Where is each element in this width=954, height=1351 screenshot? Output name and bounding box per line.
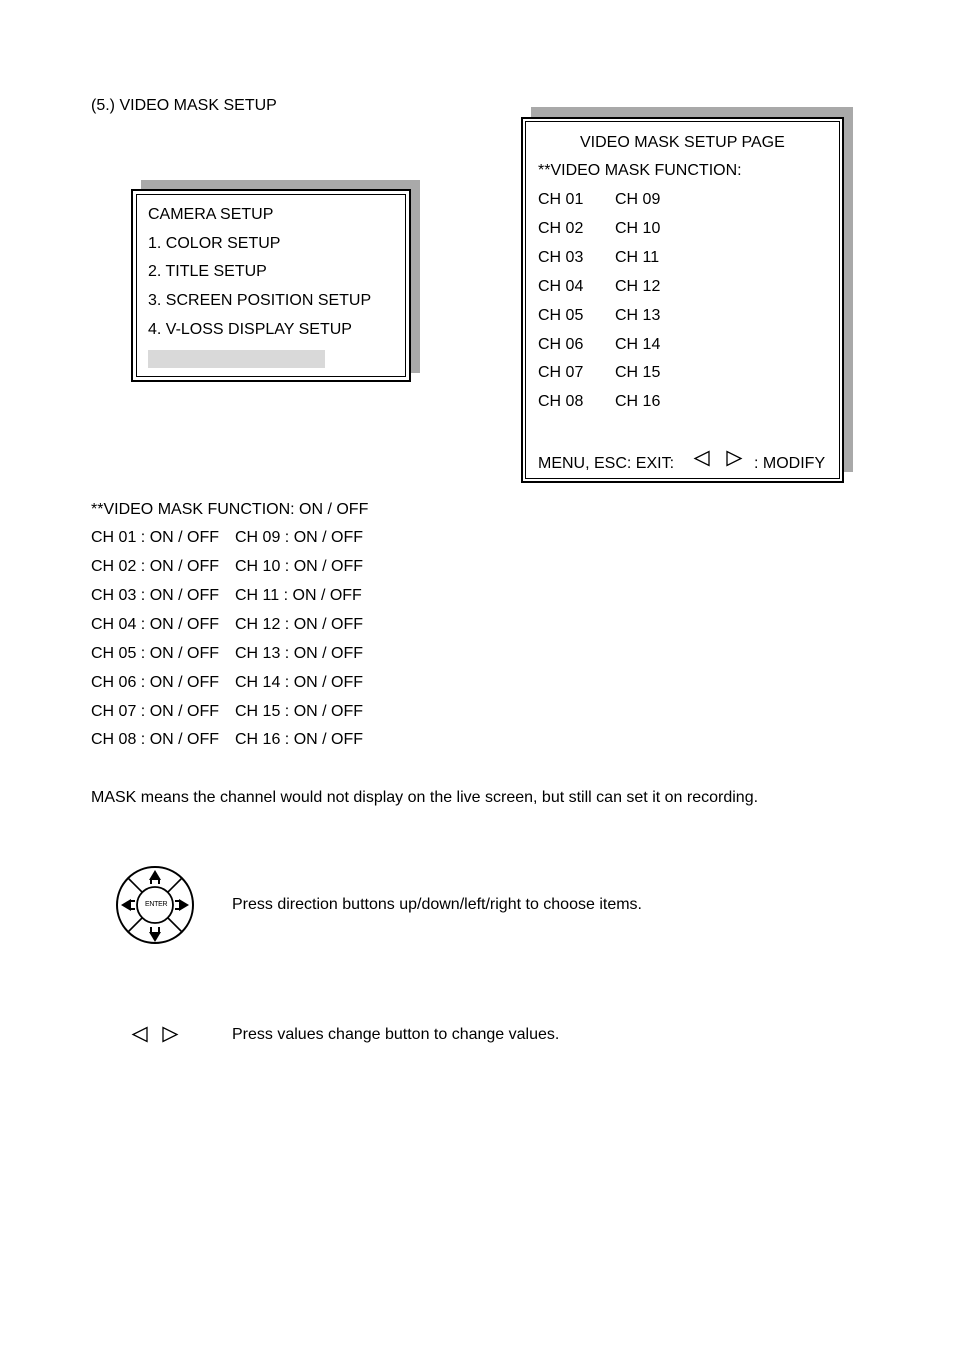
option-line: CH 10 : ON / OFF	[235, 558, 364, 575]
channel-item[interactable]: CH 10	[615, 220, 661, 237]
channel-item[interactable]: CH 15	[615, 364, 661, 381]
channel-item[interactable]: CH 06	[538, 336, 584, 353]
option-line: CH 09 : ON / OFF	[235, 529, 364, 546]
mask-function-label: **VIDEO MASK FUNCTION:	[538, 162, 742, 179]
mask-function-options: **VIDEO MASK FUNCTION: ON / OFF	[91, 501, 369, 518]
channel-item[interactable]: CH 05	[538, 307, 584, 324]
section-title: (5.) VIDEO MASK SETUP	[91, 97, 277, 114]
menu-item-title-setup[interactable]: 2. TITLE SETUP	[148, 263, 267, 280]
option-line: CH 04 : ON / OFF	[91, 616, 220, 633]
option-line: CH 03 : ON / OFF	[91, 587, 220, 604]
channel-item[interactable]: CH 16	[615, 393, 661, 410]
enter-label: ENTER	[145, 901, 168, 908]
option-line: CH 02 : ON / OFF	[91, 558, 220, 575]
right-triangle-icon	[161, 1026, 179, 1043]
right-triangle-icon	[725, 450, 743, 467]
option-line: CH 08 : ON / OFF	[91, 731, 220, 748]
camera-menu-title: CAMERA SETUP	[148, 206, 274, 223]
channel-item[interactable]: CH 03	[538, 249, 584, 266]
option-line: CH 06 : ON / OFF	[91, 674, 220, 691]
footer-modify-label: : MODIFY	[754, 455, 826, 472]
option-line: CH 11 : ON / OFF	[235, 587, 362, 604]
channel-item[interactable]: CH 07	[538, 364, 584, 381]
option-line: CH 12 : ON / OFF	[235, 616, 364, 633]
menu-item-color-setup[interactable]: 1. COLOR SETUP	[148, 235, 281, 252]
channel-item[interactable]: CH 13	[615, 307, 661, 324]
mask-note: MASK means the channel would not display on the live screen, but still can set it on recording.	[91, 789, 759, 806]
channel-item[interactable]: CH 12	[615, 278, 661, 295]
option-line: CH 14 : ON / OFF	[235, 674, 364, 691]
channel-item[interactable]: CH 01	[538, 191, 584, 208]
left-triangle-icon	[131, 1026, 149, 1043]
option-line: CH 16 : ON / OFF	[235, 731, 364, 748]
option-line: CH 01 : ON / OFF	[91, 529, 220, 546]
value-change-description: Press values change button to change values.	[232, 1026, 560, 1043]
mask-page-title: VIDEO MASK SETUP PAGE	[580, 134, 785, 151]
channel-item[interactable]: CH 11	[615, 249, 660, 266]
menu-item-highlight-bar[interactable]	[148, 350, 325, 368]
menu-item-screen-position-setup[interactable]: 3. SCREEN POSITION SETUP	[148, 292, 372, 309]
left-triangle-icon	[693, 450, 711, 467]
option-line: CH 15 : ON / OFF	[235, 703, 364, 720]
menu-item-vloss-display-setup[interactable]: 4. V-LOSS DISPLAY SETUP	[148, 321, 352, 338]
option-line: CH 07 : ON / OFF	[91, 703, 220, 720]
channel-item[interactable]: CH 09	[615, 191, 661, 208]
channel-item[interactable]: CH 14	[615, 336, 661, 353]
channel-item[interactable]: CH 04	[538, 278, 584, 295]
channel-item[interactable]: CH 02	[538, 220, 584, 237]
option-line: CH 05 : ON / OFF	[91, 645, 220, 662]
option-line: CH 13 : ON / OFF	[235, 645, 364, 662]
channel-item[interactable]: CH 08	[538, 393, 584, 410]
direction-pad-description: Press direction buttons up/down/left/right to choose items.	[232, 896, 642, 913]
footer-exit-label: MENU, ESC: EXIT:	[538, 455, 675, 472]
